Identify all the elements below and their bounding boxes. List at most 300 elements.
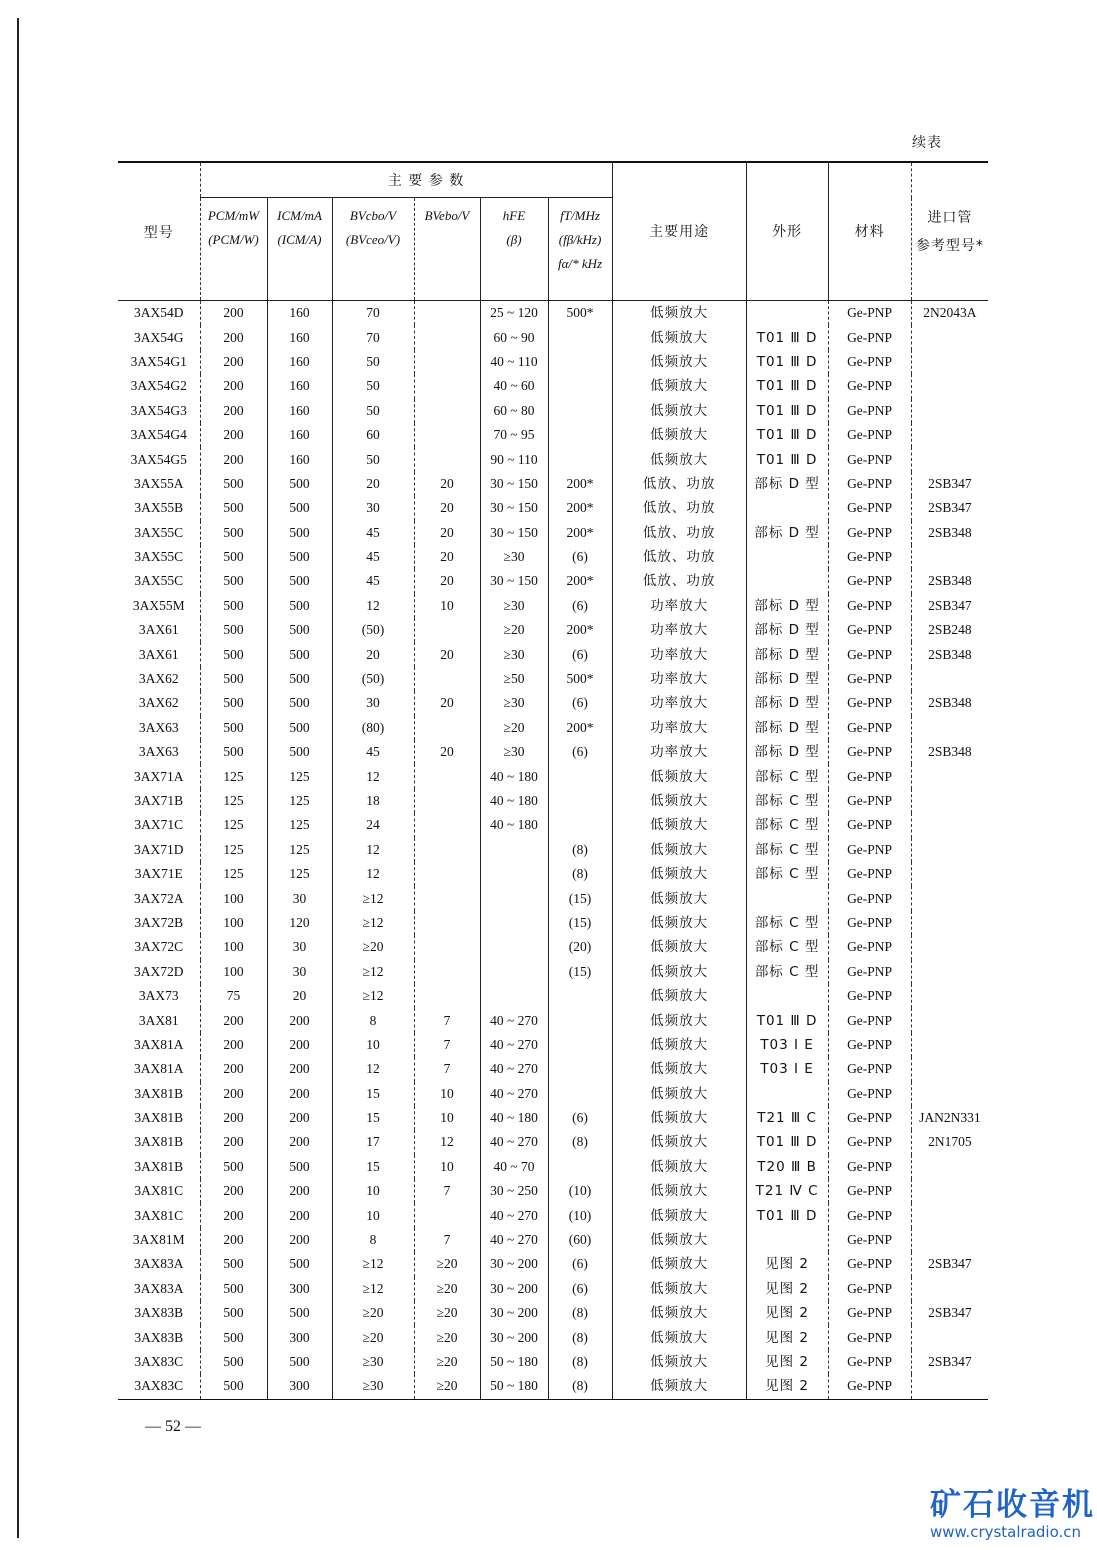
cell-model: 3AX73 — [138, 988, 179, 1004]
cell-model: 3AX62 — [138, 671, 179, 687]
cell-material: Ge-PNP — [828, 1033, 911, 1057]
cell-icm: 500 — [267, 716, 332, 740]
cell-bvcbo: 20 — [332, 472, 414, 496]
cell-hfe: 70 ~ 95 — [480, 423, 548, 447]
cell-icm: 30 — [267, 935, 332, 959]
cell-bvcbo: 45 — [332, 569, 414, 593]
cell-ft — [548, 374, 612, 398]
cell-bvebo — [414, 838, 480, 862]
cell-bvcbo: 18 — [332, 789, 414, 813]
cell-model: 3AX61 — [138, 646, 179, 662]
cell-material: Ge-PNP — [828, 960, 911, 984]
cell-hfe: 40 ~ 60 — [480, 374, 548, 398]
cell-hfe: ≥50 — [480, 667, 548, 691]
cell-ft: (10) — [548, 1179, 612, 1203]
cell-material: Ge-PNP — [828, 399, 911, 423]
cell-hfe: 60 ~ 80 — [480, 399, 548, 423]
table-row — [118, 789, 988, 813]
cell-package: 部标 C 型 — [746, 789, 828, 813]
cell-model: 3AX71C — [134, 817, 184, 833]
cell-material: Ge-PNP — [828, 545, 911, 569]
cell-hfe — [480, 984, 548, 1008]
cell-reference — [911, 984, 988, 1008]
cell-bvcbo: 70 — [332, 325, 414, 349]
cell-bvebo — [414, 618, 480, 642]
cell-reference — [911, 960, 988, 984]
cell-reference — [911, 667, 988, 691]
cell-use: 低频放大 — [612, 374, 746, 398]
cell-ft — [548, 1008, 612, 1032]
cell-icm: 125 — [267, 813, 332, 837]
cell-reference — [911, 1008, 988, 1032]
cell-bvebo: 10 — [414, 1155, 480, 1179]
cell-model: 3AX55M — [132, 597, 185, 613]
cell-package: 见图 2 — [746, 1325, 828, 1349]
cell-material: Ge-PNP — [828, 716, 911, 740]
cell-model: 3AX83A — [134, 1280, 184, 1296]
table-row — [118, 496, 988, 520]
cell-hfe: ≥30 — [480, 594, 548, 618]
header-ft-line3: fα/* kHz — [558, 256, 603, 271]
cell-reference: 2SB347 — [911, 1350, 988, 1374]
cell-bvebo: ≥20 — [414, 1325, 480, 1349]
cell-model: 3AX54G1 — [130, 353, 187, 369]
cell-bvebo: ≥20 — [414, 1277, 480, 1301]
cell-model: 3AX83C — [134, 1353, 184, 1369]
cell-hfe: 40 ~ 180 — [480, 789, 548, 813]
cell-ft: 200* — [548, 521, 612, 545]
cell-icm: 500 — [267, 521, 332, 545]
cell-package: 部标 D 型 — [746, 740, 828, 764]
cell-hfe: ≥20 — [480, 618, 548, 642]
table-row — [118, 1301, 988, 1325]
cell-pcm: 200 — [200, 1033, 267, 1057]
cell-icm: 160 — [267, 399, 332, 423]
cell-package: T01 Ⅲ D — [746, 325, 828, 349]
cell-package: T01 Ⅲ D — [746, 447, 828, 471]
cell-use: 低频放大 — [612, 1082, 746, 1106]
cell-bvebo: 7 — [414, 1008, 480, 1032]
cell-use: 低频放大 — [612, 789, 746, 813]
cell-icm: 500 — [267, 1350, 332, 1374]
cell-model: 3AX81A — [134, 1061, 184, 1077]
cell-use: 低频放大 — [612, 1106, 746, 1130]
cell-pcm: 125 — [200, 838, 267, 862]
cell-bvebo — [414, 325, 480, 349]
cell-package — [746, 496, 828, 520]
cell-reference — [911, 911, 988, 935]
cell-pcm: 500 — [200, 521, 267, 545]
cell-use: 低频放大 — [612, 1033, 746, 1057]
cell-hfe: ≥30 — [480, 545, 548, 569]
cell-model: 3AX62 — [138, 695, 179, 711]
cell-material: Ge-PNP — [828, 789, 911, 813]
cell-use: 低频放大 — [612, 1130, 746, 1154]
cell-pcm: 500 — [200, 472, 267, 496]
cell-material: Ge-PNP — [828, 1130, 911, 1154]
cell-ft: (6) — [548, 740, 612, 764]
cell-icm: 500 — [267, 472, 332, 496]
cell-bvebo — [414, 350, 480, 374]
cell-use: 低放、功放 — [612, 569, 746, 593]
cell-material: Ge-PNP — [828, 447, 911, 471]
cell-bvebo: 7 — [414, 1179, 480, 1203]
cell-bvcbo: ≥12 — [332, 984, 414, 1008]
cell-use: 功率放大 — [612, 618, 746, 642]
cell-icm: 500 — [267, 496, 332, 520]
cell-material: Ge-PNP — [828, 1203, 911, 1227]
cell-bvebo: 7 — [414, 1033, 480, 1057]
header-bvcbo — [332, 198, 414, 301]
cell-ft: 500* — [548, 667, 612, 691]
cell-material: Ge-PNP — [828, 642, 911, 666]
cell-ft: (6) — [548, 594, 612, 618]
cell-package: 部标 C 型 — [746, 862, 828, 886]
header-bvcbo-line2: (BVceo/V) — [345, 232, 401, 247]
cell-material: Ge-PNP — [828, 1325, 911, 1349]
cell-use: 低放、功放 — [612, 545, 746, 569]
cell-bvebo: 10 — [414, 594, 480, 618]
cell-package: 部标 D 型 — [746, 521, 828, 545]
cell-hfe: 30 ~ 250 — [480, 1179, 548, 1203]
cell-ft: (8) — [548, 1350, 612, 1374]
cell-bvebo — [414, 423, 480, 447]
cell-reference — [911, 1277, 988, 1301]
table-row — [118, 569, 988, 593]
table-row — [118, 1057, 988, 1081]
cell-bvcbo: 8 — [332, 1008, 414, 1032]
table-row — [118, 862, 988, 886]
cell-package: T20 Ⅲ B — [746, 1155, 828, 1179]
cell-bvebo: 12 — [414, 1130, 480, 1154]
cell-use: 低频放大 — [612, 838, 746, 862]
cell-use: 低频放大 — [612, 1252, 746, 1276]
cell-bvcbo: ≥12 — [332, 911, 414, 935]
cell-reference — [911, 813, 988, 837]
cell-package: T01 Ⅲ D — [746, 423, 828, 447]
table-row — [118, 1277, 988, 1301]
cell-material: Ge-PNP — [828, 374, 911, 398]
cell-package — [746, 569, 828, 593]
header-icm — [267, 198, 332, 301]
cell-ft: 200* — [548, 472, 612, 496]
cell-hfe: 40 ~ 270 — [480, 1228, 548, 1252]
cell-ft — [548, 447, 612, 471]
cell-bvcbo: ≥30 — [332, 1374, 414, 1399]
cell-model: 3AX61 — [138, 622, 179, 638]
cell-use: 低频放大 — [612, 1008, 746, 1032]
cell-bvebo — [414, 789, 480, 813]
cell-package: 见图 2 — [746, 1350, 828, 1374]
cell-hfe: 30 ~ 200 — [480, 1301, 548, 1325]
cell-model: 3AX55C — [134, 573, 184, 589]
cell-ft: (20) — [548, 935, 612, 959]
cell-reference — [911, 447, 988, 471]
table-row — [118, 886, 988, 910]
cell-pcm: 500 — [200, 667, 267, 691]
table-row — [118, 935, 988, 959]
cell-ft: (6) — [548, 1277, 612, 1301]
cell-bvebo — [414, 886, 480, 910]
cell-pcm: 125 — [200, 862, 267, 886]
cell-ft: 500* — [548, 301, 612, 326]
cell-pcm: 500 — [200, 691, 267, 715]
cell-material: Ge-PNP — [828, 1057, 911, 1081]
cell-pcm: 200 — [200, 1179, 267, 1203]
cell-icm: 200 — [267, 1008, 332, 1032]
cell-ft: (6) — [548, 545, 612, 569]
cell-package: T21 Ⅳ C — [746, 1179, 828, 1203]
cell-hfe: 40 ~ 270 — [480, 1203, 548, 1227]
header-bvebo-line1: BVebo/V — [424, 208, 470, 223]
cell-model: 3AX83A — [134, 1256, 184, 1272]
cell-reference — [911, 1179, 988, 1203]
cell-ft: (10) — [548, 1203, 612, 1227]
cell-reference — [911, 886, 988, 910]
cell-ft — [548, 1082, 612, 1106]
cell-model: 3AX81B — [134, 1085, 184, 1101]
table-row — [118, 1155, 988, 1179]
cell-use: 低放、功放 — [612, 472, 746, 496]
cell-hfe: 30 ~ 200 — [480, 1252, 548, 1276]
cell-hfe — [480, 960, 548, 984]
cell-reference — [911, 423, 988, 447]
cell-icm: 500 — [267, 1252, 332, 1276]
cell-bvcbo: 45 — [332, 740, 414, 764]
cell-bvcbo: 45 — [332, 521, 414, 545]
header-reference-line2: 参考型号* — [915, 237, 984, 254]
cell-hfe: 40 ~ 270 — [480, 1008, 548, 1032]
cell-hfe: 40 ~ 180 — [480, 764, 548, 788]
cell-model: 3AX81A — [134, 1036, 184, 1052]
cell-package: 部标 D 型 — [746, 594, 828, 618]
cell-bvcbo: ≥30 — [332, 1350, 414, 1374]
cell-model: 3AX71A — [134, 768, 184, 784]
cell-reference: 2SB348 — [911, 521, 988, 545]
cell-pcm: 100 — [200, 911, 267, 935]
cell-package: 部标 D 型 — [746, 472, 828, 496]
cell-ft: (6) — [548, 1106, 612, 1130]
cell-use: 功率放大 — [612, 716, 746, 740]
cell-icm: 500 — [267, 667, 332, 691]
cell-pcm: 500 — [200, 496, 267, 520]
header-bvebo — [414, 198, 480, 301]
cell-use: 低频放大 — [612, 984, 746, 1008]
cell-material: Ge-PNP — [828, 350, 911, 374]
cell-model: 3AX71D — [134, 841, 184, 857]
cell-package: 部标 D 型 — [746, 691, 828, 715]
cell-bvebo: ≥20 — [414, 1374, 480, 1399]
cell-model: 3AX81B — [134, 1158, 184, 1174]
header-ft-line2: (fβ/kHz) — [558, 232, 602, 247]
cell-package — [746, 301, 828, 326]
cell-icm: 500 — [267, 618, 332, 642]
cell-bvcbo: ≥12 — [332, 1277, 414, 1301]
cell-reference — [911, 935, 988, 959]
cell-reference: 2SB348 — [911, 740, 988, 764]
cell-ft: (8) — [548, 862, 612, 886]
header-package: 外形 — [746, 162, 828, 301]
cell-hfe: 30 ~ 150 — [480, 569, 548, 593]
cell-reference — [911, 789, 988, 813]
cell-hfe: 40 ~ 270 — [480, 1057, 548, 1081]
cell-model: 3AX83B — [134, 1305, 184, 1321]
cell-icm: 160 — [267, 374, 332, 398]
cell-reference — [911, 1228, 988, 1252]
cell-package: 部标 D 型 — [746, 642, 828, 666]
cell-pcm: 500 — [200, 1301, 267, 1325]
cell-pcm: 200 — [200, 1008, 267, 1032]
cell-pcm: 200 — [200, 1106, 267, 1130]
cell-bvebo — [414, 301, 480, 326]
cell-use: 功率放大 — [612, 667, 746, 691]
cell-bvebo: 20 — [414, 691, 480, 715]
cell-icm: 500 — [267, 691, 332, 715]
cell-reference: 2SB347 — [911, 1301, 988, 1325]
cell-hfe: 40 ~ 110 — [480, 350, 548, 374]
cell-use: 低频放大 — [612, 764, 746, 788]
cell-ft: (60) — [548, 1228, 612, 1252]
cell-material: Ge-PNP — [828, 935, 911, 959]
cell-reference — [911, 1203, 988, 1227]
cell-bvebo: 20 — [414, 496, 480, 520]
cell-pcm: 100 — [200, 935, 267, 959]
cell-bvebo — [414, 1203, 480, 1227]
cell-ft — [548, 813, 612, 837]
table-row — [118, 594, 988, 618]
table-row — [118, 1033, 988, 1057]
cell-pcm: 500 — [200, 642, 267, 666]
cell-package — [746, 1082, 828, 1106]
cell-use: 低频放大 — [612, 350, 746, 374]
cell-hfe: ≥30 — [480, 691, 548, 715]
cell-reference: 2SB347 — [911, 472, 988, 496]
cell-model: 3AX83B — [134, 1329, 184, 1345]
cell-reference: 2SB348 — [911, 691, 988, 715]
cell-hfe — [480, 935, 548, 959]
cell-icm: 160 — [267, 325, 332, 349]
cell-pcm: 125 — [200, 764, 267, 788]
cell-reference — [911, 716, 988, 740]
cell-icm: 500 — [267, 569, 332, 593]
cell-pcm: 200 — [200, 1130, 267, 1154]
cell-icm: 160 — [267, 301, 332, 326]
cell-package: 部标 C 型 — [746, 838, 828, 862]
cell-hfe: 40 ~ 70 — [480, 1155, 548, 1179]
cell-model: 3AX81B — [134, 1134, 184, 1150]
cell-reference — [911, 1374, 988, 1399]
cell-material: Ge-PNP — [828, 1301, 911, 1325]
table-row — [118, 642, 988, 666]
header-ft-line1: fT/MHz — [560, 208, 600, 223]
continued-table-label: 续表 — [912, 135, 942, 151]
cell-ft: (8) — [548, 1374, 612, 1399]
cell-pcm: 200 — [200, 399, 267, 423]
table-row — [118, 1350, 988, 1374]
table-row — [118, 1008, 988, 1032]
cell-bvcbo: (80) — [332, 716, 414, 740]
cell-package: 见图 2 — [746, 1374, 828, 1399]
cell-icm: 200 — [267, 1179, 332, 1203]
cell-package: 见图 2 — [746, 1301, 828, 1325]
cell-ft — [548, 399, 612, 423]
cell-model: 3AX81 — [138, 1012, 179, 1028]
cell-icm: 200 — [267, 1130, 332, 1154]
cell-model: 3AX54D — [134, 305, 184, 321]
cell-hfe: 40 ~ 180 — [480, 813, 548, 837]
table-row — [118, 1179, 988, 1203]
cell-material: Ge-PNP — [828, 1155, 911, 1179]
cell-package: 见图 2 — [746, 1252, 828, 1276]
cell-model: 3AX81C — [134, 1207, 184, 1223]
cell-ft: (6) — [548, 642, 612, 666]
cell-material: Ge-PNP — [828, 984, 911, 1008]
cell-icm: 200 — [267, 1203, 332, 1227]
cell-pcm: 200 — [200, 1203, 267, 1227]
cell-reference — [911, 374, 988, 398]
cell-icm: 125 — [267, 838, 332, 862]
cell-use: 低频放大 — [612, 1374, 746, 1399]
cell-bvebo: 20 — [414, 569, 480, 593]
cell-material: Ge-PNP — [828, 472, 911, 496]
cell-reference: 2SB347 — [911, 496, 988, 520]
header-hfe-line2: (β) — [506, 232, 522, 247]
cell-package: T01 Ⅲ D — [746, 1008, 828, 1032]
cell-ft — [548, 764, 612, 788]
cell-model: 3AX71B — [134, 793, 184, 808]
header-material: 材料 — [828, 162, 911, 301]
cell-bvebo — [414, 447, 480, 471]
cell-reference — [911, 862, 988, 886]
cell-material: Ge-PNP — [828, 423, 911, 447]
cell-bvcbo: 12 — [332, 594, 414, 618]
cell-bvcbo: 15 — [332, 1106, 414, 1130]
cell-bvebo: 20 — [414, 740, 480, 764]
cell-ft: 200* — [548, 618, 612, 642]
cell-bvcbo: ≥12 — [332, 886, 414, 910]
cell-model: 3AX63 — [138, 744, 179, 760]
cell-ft — [548, 350, 612, 374]
cell-icm: 300 — [267, 1325, 332, 1349]
cell-use: 低频放大 — [612, 325, 746, 349]
cell-hfe — [480, 911, 548, 935]
cell-ft — [548, 789, 612, 813]
cell-pcm: 200 — [200, 423, 267, 447]
cell-pcm: 500 — [200, 1252, 267, 1276]
header-main-params: 主 要 参 数 — [200, 162, 612, 198]
cell-material: Ge-PNP — [828, 1350, 911, 1374]
cell-use: 低频放大 — [612, 1179, 746, 1203]
cell-material: Ge-PNP — [828, 667, 911, 691]
cell-bvcbo: 15 — [332, 1082, 414, 1106]
watermark-logo — [930, 1487, 1095, 1541]
cell-pcm: 200 — [200, 1057, 267, 1081]
cell-reference — [911, 1033, 988, 1057]
cell-icm: 200 — [267, 1057, 332, 1081]
cell-icm: 500 — [267, 1301, 332, 1325]
cell-pcm: 125 — [200, 789, 267, 813]
cell-pcm: 500 — [200, 716, 267, 740]
cell-bvebo: 20 — [414, 472, 480, 496]
cell-icm: 500 — [267, 1155, 332, 1179]
cell-material: Ge-PNP — [828, 764, 911, 788]
table-row — [118, 691, 988, 715]
table-row — [118, 1252, 988, 1276]
cell-use: 低频放大 — [612, 813, 746, 837]
cell-model: 3AX83C — [118, 1374, 200, 1399]
cell-hfe: 30 ~ 150 — [480, 521, 548, 545]
cell-package — [746, 984, 828, 1008]
